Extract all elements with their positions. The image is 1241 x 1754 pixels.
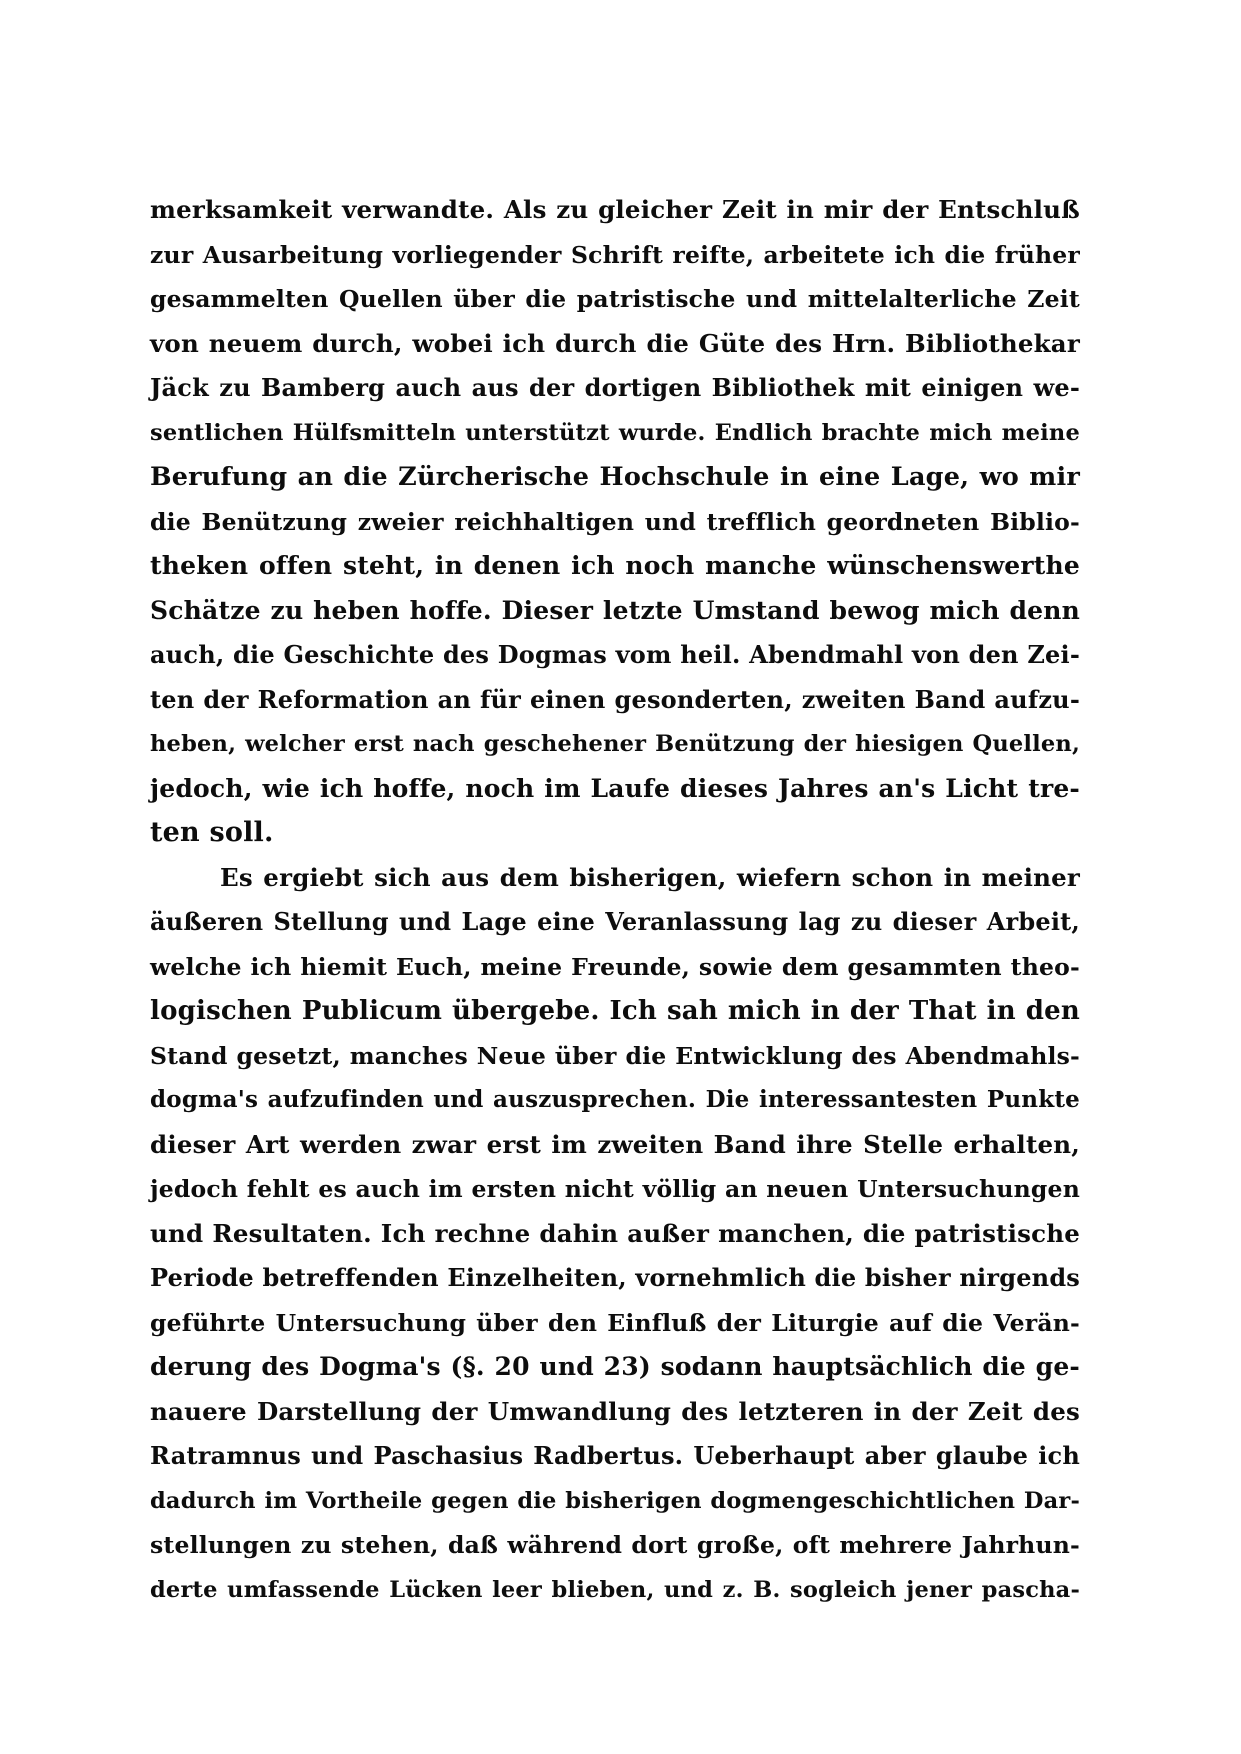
text-line: Es ergiebt sich aus dem bisherigen, wiefern schon in meiner: [220, 862, 1080, 892]
text-line: von neuem durch, wobei ich durch die Güte des Hrn. Bibliothekar: [150, 328, 1080, 358]
text-line: Berufung an die Zürcherische Hochschule in eine Lage, wo mir: [150, 462, 1080, 492]
body-text: [150, 188, 1080, 1612]
text-line: heben, welcher erst nach geschehener Benützung der hiesigen Quellen,: [150, 731, 1080, 757]
text-line: nauere Darstellung der Umwandlung des letzteren in der Zeit des: [150, 1396, 1080, 1426]
text-line: Schätze zu heben hoffe. Dieser letzte Umstand bewog mich denn: [150, 595, 1080, 625]
text-line: Stand gesetzt, manches Neue über die Entwicklung des Abendmahls-: [150, 1041, 1080, 1070]
text-line: welche ich hiemit Euch, meine Freunde, sowie dem gesammten theo-: [150, 952, 1080, 981]
text-line: logischen Publicum übergebe. Ich sah mich in der That in den: [150, 996, 1080, 1026]
text-line: merksamkeit verwandte. Als zu gleicher Zeit in mir der Entschluß: [150, 195, 1080, 224]
text-line: dogma's aufzufinden und auszusprechen. Die interessantesten Punkte: [150, 1086, 1080, 1113]
text-line: theken offen steht, in denen ich noch manche wünschenswerthe: [150, 551, 1080, 580]
text-line: und Resultaten. Ich rechne dahin außer manchen, die patristische: [150, 1218, 1080, 1248]
text-line: dieser Art werden zwar erst im zweiten Band ihre Stelle erhalten,: [150, 1129, 1080, 1159]
text-line: Ratramnus und Paschasius Radbertus. Ueberhaupt aber glaube ich: [150, 1441, 1080, 1470]
text-line: zur Ausarbeitung vorliegender Schrift reifte, arbeitete ich die früher: [150, 240, 1080, 269]
text-line: äußeren Stellung und Lage eine Veranlassung lag zu dieser Arbeit,: [150, 907, 1080, 936]
text-line: auch, die Geschichte des Dogmas vom heil. Abendmahl von den Zei-: [150, 640, 1080, 669]
text-line: jedoch fehlt es auch im ersten nicht völlig an neuen Untersuchungen: [150, 1175, 1080, 1203]
text-line: sentlichen Hülfsmitteln unterstützt wurde. Endlich brachte mich meine: [150, 419, 1080, 446]
text-line: gesammelten Quellen über die patristische und mittelalterliche Zeit: [150, 285, 1080, 313]
text-line: geführte Untersuchung über den Einfluß der Liturgie auf die Verän-: [150, 1308, 1080, 1337]
text-line: die Benützung zweier reichhaltigen und trefflich geordneten Biblio-: [150, 507, 1080, 536]
paragraph-2: [150, 856, 1080, 1613]
text-line: Periode betreffenden Einzelheiten, vornehmlich die bisher nirgends: [150, 1263, 1081, 1292]
text-line: ten soll.: [150, 817, 274, 848]
text-line: stellungen zu stehen, daß während dort große, oft mehrere Jahrhun-: [150, 1531, 1080, 1559]
text-line: dadurch im Vortheile gegen die bisherigen dogmengeschichtlichen Dar-: [150, 1487, 1080, 1514]
paragraph-1: [150, 188, 1080, 856]
text-line: derte umfassende Lücken leer blieben, und z. B. sogleich jener pascha-: [150, 1576, 1080, 1603]
text-line: derung des Dogma's (§. 20 und 23) sodann hauptsächlich die ge-: [150, 1352, 1080, 1381]
text-line: jedoch, wie ich hoffe, noch im Laufe dieses Jahres an's Licht tre-: [150, 773, 1080, 803]
text-line: Jäck zu Bamberg auch aus der dortigen Bibliothek mit einigen we-: [150, 373, 1080, 402]
text-line: ten der Reformation an für einen gesonderten, zweiten Band aufzu-: [150, 684, 1080, 714]
